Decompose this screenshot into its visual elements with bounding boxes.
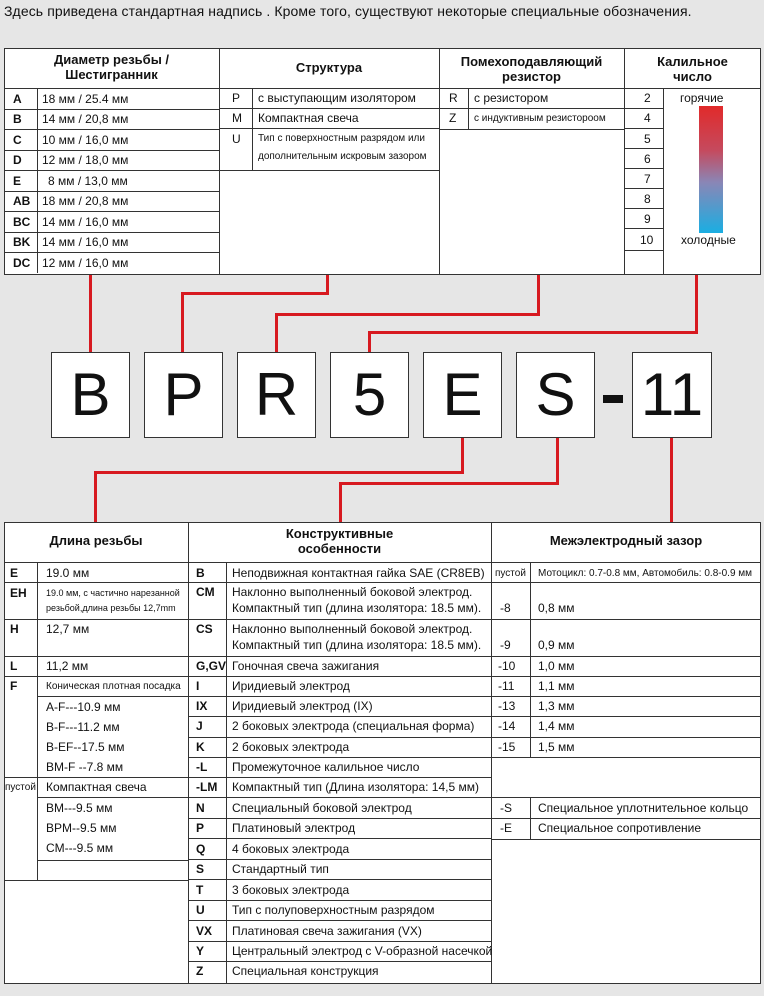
gap-code: -15 <box>498 740 516 754</box>
feature-value: Специальная конструкция <box>232 964 379 978</box>
structure-code: M <box>232 111 242 125</box>
length-item: BM-F --7.8 мм <box>46 760 124 774</box>
feature-value: Центральный электрод с V-образной насечкой <box>232 944 493 958</box>
heat-cold-label: холодные <box>681 233 736 247</box>
gap-value: 1,1 мм <box>538 679 575 693</box>
feature-value: Платиновая свеча зажигания (VX) <box>232 924 422 938</box>
heat-hot-label: горячие <box>680 91 724 105</box>
length-code: пустой <box>5 782 36 793</box>
diameter-value: 12 мм / 18,0 мм <box>42 153 129 167</box>
gap-code: -10 <box>498 659 516 673</box>
feature-code: U <box>196 903 205 917</box>
heat-number: 5 <box>644 132 651 146</box>
length-value: 19.0 мм <box>46 566 90 580</box>
diameter-value: 8 мм / 13,0 мм <box>48 174 128 188</box>
feature-code: -L <box>196 760 208 774</box>
feature-code: IX <box>196 699 208 713</box>
diameter-value: 14 мм / 16,0 мм <box>42 215 129 229</box>
length-value: Коническая плотная посадка <box>46 681 181 692</box>
resistor-value: с резистором <box>474 91 549 105</box>
diameter-code: C <box>13 133 22 147</box>
gap-code: -13 <box>498 699 516 713</box>
diameter-value: 12 мм / 16,0 мм <box>42 256 129 270</box>
heat-number: 4 <box>644 111 651 125</box>
structure-code: P <box>232 91 241 105</box>
code-letter-resistor: R <box>237 352 316 438</box>
diameter-value: 18 мм / 25.4 мм <box>42 92 129 106</box>
header-gap: Межэлектродный зазор <box>549 533 703 548</box>
feature-code: T <box>196 883 204 897</box>
structure-value: Компактная свеча <box>258 111 359 125</box>
feature-code: VX <box>196 924 213 938</box>
resistor-code: R <box>449 91 458 105</box>
length-code: F <box>10 679 18 693</box>
heat-number: 10 <box>640 233 654 247</box>
structure-value: дополнительным искровым зазором <box>258 151 427 162</box>
heat-gradient-bar <box>699 106 723 233</box>
diameter-value: 14 мм / 20,8 мм <box>42 112 129 126</box>
header-structure: Структура <box>295 60 363 75</box>
heat-number: 7 <box>644 172 651 186</box>
feature-code: K <box>196 740 205 754</box>
feature-value: Иридиевый электрод (IX) <box>232 699 373 713</box>
feature-value: 4 боковых электрода <box>232 842 350 856</box>
diameter-code: E <box>13 174 22 188</box>
feature-code: CS <box>196 622 213 636</box>
diameter-code: B <box>13 112 22 126</box>
gap-code: пустой <box>495 568 526 579</box>
feature-value: Компактный тип (длина изолятора: 18.5 мм). <box>232 601 482 615</box>
code-digit-heat-range: 5 <box>330 352 409 438</box>
heat-number: 8 <box>644 192 651 206</box>
gap-special-code: -E <box>500 821 512 835</box>
feature-code: I <box>196 679 200 693</box>
length-item: B-EF--17.5 мм <box>46 740 125 754</box>
feature-code: Y <box>196 944 205 958</box>
feature-code: N <box>196 801 205 815</box>
feature-value: Наклонно выполненный боковой электрод. <box>232 585 473 599</box>
diameter-code: AB <box>13 194 31 208</box>
feature-code: -LM <box>196 780 218 794</box>
length-code: EH <box>10 586 27 600</box>
header-diameter: Диаметр резьбы / Шестигранник <box>53 52 170 82</box>
structure-code: U <box>232 132 241 146</box>
feature-code: CM <box>196 585 215 599</box>
feature-value: Тип с полуповерхностным разрядом <box>232 903 435 917</box>
feature-value: Компактный тип (длина изолятора: 18.5 мм). <box>232 638 482 652</box>
feature-value: 3 боковых электрода <box>232 883 350 897</box>
gap-code: -9 <box>500 638 511 652</box>
gap-code: -11 <box>498 679 515 693</box>
feature-value: Компактный тип (Длина изолятора: 14,5 мм) <box>232 780 479 794</box>
diameter-value: 10 мм / 16,0 мм <box>42 133 129 147</box>
code-letter-features: S <box>516 352 595 438</box>
gap-value: 0,8 мм <box>538 601 575 615</box>
feature-value: Платиновый электрод <box>232 821 356 835</box>
code-letter-thread-length: E <box>423 352 502 438</box>
feature-value: Иридиевый электрод <box>232 679 350 693</box>
structure-value: с выступающим изолятором <box>258 91 416 105</box>
feature-code: G,GV <box>196 659 227 673</box>
code-dash <box>603 395 623 403</box>
resistor-value: с индуктивным резистороом <box>474 113 606 124</box>
diameter-code: BC <box>13 215 31 229</box>
header-thread-length: Длина резьбы <box>49 533 143 548</box>
heat-number: 9 <box>644 212 651 226</box>
feature-code: Z <box>196 964 204 978</box>
feature-value: Гоночная свеча зажигания <box>232 659 380 673</box>
feature-value: Неподвижная контактная гайка SAE (CR8EB) <box>232 566 485 580</box>
length-value: 19.0 мм, с частично нарезанной <box>46 588 180 598</box>
diameter-code: BK <box>13 235 31 249</box>
feature-code: Q <box>196 842 206 856</box>
diameter-code: D <box>13 153 22 167</box>
diameter-value: 14 мм / 16,0 мм <box>42 235 129 249</box>
feature-code: B <box>196 566 205 580</box>
caption: Здесь приведена стандартная надпись . Кроме того, существуют некоторые специальные обозначения. <box>4 3 692 19</box>
structure-value: Тип с поверхностным разрядом или <box>258 133 425 144</box>
gap-value: 1,4 мм <box>538 719 575 733</box>
length-code: L <box>10 659 18 673</box>
length-value: 11,2 мм <box>46 659 89 673</box>
gap-value: 1,5 мм <box>538 740 575 754</box>
gap-value: Мотоцикл: 0.7-0.8 мм, Автомобиль: 0.8-0.9 мм <box>538 568 753 579</box>
feature-code: P <box>196 821 205 835</box>
length-item: BPM--9.5 мм <box>46 821 117 835</box>
gap-value: 0,9 мм <box>538 638 575 652</box>
diameter-code: A <box>13 92 22 106</box>
heat-number: 6 <box>644 152 651 166</box>
gap-special-value: Специальное сопротивление <box>538 821 702 835</box>
header-heat-range: Калильное число <box>657 54 728 84</box>
length-value: Компактная свеча <box>46 780 147 794</box>
length-value: 12,7 мм <box>46 622 90 636</box>
feature-code: J <box>196 719 203 733</box>
resistor-code: Z <box>449 111 457 125</box>
gap-code: -14 <box>498 719 516 733</box>
header-resistor: Помехоподавляющий резистор <box>460 54 603 84</box>
gap-value: 1,0 мм <box>538 659 575 673</box>
header-features: Конструктивные особенности <box>285 526 394 556</box>
gap-code: -8 <box>500 601 511 615</box>
length-item: B-F---11.2 мм <box>46 720 120 734</box>
length-value: резьбой,длина резьбы 12,7mm <box>46 603 176 613</box>
feature-code: S <box>196 862 205 876</box>
code-letter-structure: P <box>144 352 223 438</box>
gap-special-code: -S <box>500 801 512 815</box>
feature-value: Наклонно выполненный боковой электрод. <box>232 622 473 636</box>
heat-number: 2 <box>644 91 651 105</box>
feature-value: 2 боковых электрода <box>232 740 350 754</box>
length-item: BM---9.5 мм <box>46 801 113 815</box>
feature-value: Стандартный тип <box>232 862 329 876</box>
feature-value: Специальный боковой электрод <box>232 801 412 815</box>
diameter-code: DC <box>13 256 31 270</box>
gap-special-value: Специальное уплотнительное кольцо <box>538 801 749 815</box>
gap-value: 1,3 мм <box>538 699 575 713</box>
feature-value: 2 боковых электрода (специальная форма) <box>232 719 475 733</box>
code-suffix-gap: 11 <box>632 352 712 438</box>
code-letter-diameter: B <box>51 352 130 438</box>
diameter-value: 18 мм / 20,8 мм <box>42 194 129 208</box>
length-code: H <box>10 622 19 636</box>
length-code: E <box>10 566 19 580</box>
length-item: CM---9.5 мм <box>46 841 114 855</box>
length-item: A-F---10.9 мм <box>46 700 121 714</box>
feature-value: Промежуточное калильное число <box>232 760 420 774</box>
